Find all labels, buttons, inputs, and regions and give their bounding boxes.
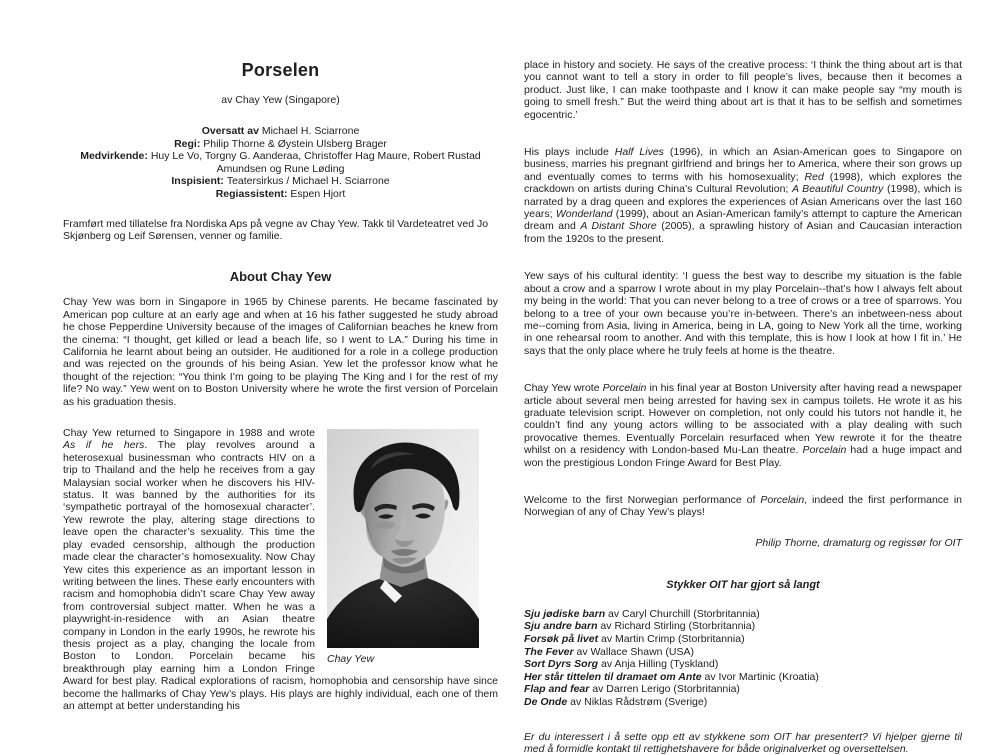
play-title: Porselen (241, 60, 320, 80)
permission-note: Framført med tillatelse fra Nordiska Aps på vegne av Chay Yew. Takk til Vardeteatret ved Jo Skjønberg og Leif Sørensen, venner og familie. (63, 217, 489, 242)
bio-paragraph-porcelain-history: Chay Yew wrote Porcelain in his final year at Boston University after having read a newspaper article about several men being arrested for having sex in campus toilets. He wrote it as his graduate television script. However on completion, not only could his tutors not handle it, he couldn’t find any young actors willing to be associated with a play dealing with such provocative themes. Eventually Porcelain resurfaced when Yew rewrote it for the theatre whilst on a residency with London-based Mu-Lan theatre. Porcelain had a huge impact and won the prestigious London Fringe Award for Best Play. (524, 382, 962, 469)
credit-line-translator: Oversatt av Michael H. Sciarrone (201, 125, 360, 137)
play-item: Forsøk på livet av Martin Crimp (Storbritannia) (524, 632, 745, 645)
play-item: De Onde av Niklas Rådstrøm (Sverige) (524, 695, 708, 708)
play-item: Flap and fear av Darren Lerigo (Storbritannia) (524, 683, 740, 696)
byline: av Chay Yew (Singapore) (221, 94, 340, 106)
credit-line-stage-manager: Inspisient: Teatersirkus / Michael H. Sciarrone (171, 175, 390, 188)
play-item: Her står tittelen til dramaet om Ante av Ivor Martinic (Kroatia) (524, 670, 819, 683)
welcome-paragraph: Welcome to the first Norwegian performance of Porcelain, indeed the first performance in Norwegian of any of Chay Yew’s plays! (524, 493, 962, 519)
credit-line-cast: Medvirkende: Huy Le Vo, Torgny G. Aanderaa, Christoffer Hag Maure, Robert Rustad Amundsen og Rune Løding (80, 150, 481, 175)
left-column (63, 56, 498, 755)
photo-caption: Chay Yew (327, 653, 375, 666)
play-item: Sju jødiske barn av Caryl Churchill (Storbritannia) (524, 607, 760, 620)
about-paragraph-1: Chay Yew was born in Singapore in 1965 by Chinese parents. He became fascinated by American pop culture at an early age and when at 16 his father suggested he study abroad he chose Pepperdine University because of the images of Californian beaches he knew from the cinema: “I thought, get killed or lead a beach life, so I went to LA.” During his time in California he learnt about being an outsider. He auditioned for a role in a college production and was rejected on the grounds of his being Asian. Yew let the professor know what he thought of the rejection: “You think I’m going to be playing The King and I for the rest of my life? No way.” Yew went on to Boston University where he wrote the first version of Porcelain as his graduation thesis. (63, 296, 498, 408)
play-item: The Fever av Wallace Shawn (USA) (524, 645, 695, 658)
rights-contact-note: Er du interessert i å sette opp ett av stykkene som OIT har presentert? Vi hjelper gjerne til med å formidle kontakt til rettighetshavere for både originalverket og oversettelsen. (524, 730, 962, 755)
credit-line-director: Regi: Philip Thorne & Øystein Ulsberg Brager (174, 137, 387, 150)
two-column-layout (63, 56, 962, 755)
credits-block (63, 125, 498, 201)
about-paragraph-2-block (63, 427, 498, 712)
right-column (524, 56, 962, 755)
about-paragraph-2: Chay Yew returned to Singapore in 1988 and wrote As if he hers. The play revolves around a heterosexual businessman who contracts HIV on a trip to Thailand and the help he receives from a gay Malaysian social worker when he discovers his HIV-status. It was banned by the authorities for its ‘sympathetic portrayal of the homosexual character’. Yew rewrote the play, altering stage directions to leave open the character’s sexuality. This time the play evaded censorship, although the production made clear the character’s homosexuality. Now Chay Yew cites this experience as an important lesson in writing between the lines. These early encounters with racism and homophobia didn’t scare Chay Yew away from controversial subject matter. When he was a playwright-in-residence with an Asian theatre company in London in the early 1990s, he rewrote his thesis project as a play, changing the locale from Boston to London. Porcelain became his breakthrough play earning him a London Fringe Award for best play. Radical explorations of racism, homophobia and censorship have since become the hallmarks of Chay Yew’s plays. His plays are highly individual, each one of them an attempt at better understanding his (63, 427, 498, 712)
chay-yew-portrait-photo (327, 429, 479, 648)
bio-paragraph-identity: Yew says of his cultural identity: ‘I guess the best way to describe my situation is the fable about a crow and a sparrow I wrote about in my play Porcelain--that’s how I always felt about my being in the world: That you can never belong to a tree of crows or a tree of sparrows. You belong to a tree of your own because you’re in-between. There’s an inbetween-ness about me--coming from Asia, living in America, being in LA, going to New York all the time, working in one rehearsal room to another. And with this template, this is how I look at how I fit in.’ He says that the only place where he truly feels at home is the theatre. (524, 270, 962, 357)
play-item: Sju andre barn av Richard Stirling (Storbritannia) (524, 620, 756, 633)
play-item: Sort Dyrs Sorg av Anja Hilling (Tyskland) (524, 658, 719, 671)
signature-line: Philip Thorne, dramaturg og regissør for OIT (755, 536, 962, 549)
photo-figure (327, 429, 479, 665)
plays-section-heading: Stykker OIT har gjort så langt (666, 578, 820, 591)
bio-paragraph-plays-list: His plays include Half Lives (1996), in which an Asian-American goes to Singapore on business, marries his pregnant girlfriend and brings her to America, where their son grows up and eventually comes to terms with his homosexuality; Red (1998), which explores the crackdown on artists during China’s Cultural Revolution; A Beautiful Country (1998), which is narrated by a drag queen and explores the experiences of Asian Americans over the last 160 years; Wonderland (1999), about an Asian-American family’s attempt to capture the American dream and A Distant Shore (2005), a sprawling history of Asian and Caucasian interaction from the 1920s to the present. (524, 146, 963, 245)
credit-line-assistant-director: Regiassistent: Espen Hjort (215, 187, 346, 200)
plays-list (524, 608, 962, 709)
bio-paragraph-creative-process: place in history and society. He says of the creative process: ‘I think the thing about art is that you cannot want to tell a story in order to fill people’s lives, because then it becomes a product. Just like, I can make toothpaste and I know it can make people say “my mouth is going to smell fresh.” But the weird thing about art is that it has to be selfish and sometimes egocentric.’ (524, 59, 962, 121)
about-heading: About Chay Yew (229, 269, 332, 285)
